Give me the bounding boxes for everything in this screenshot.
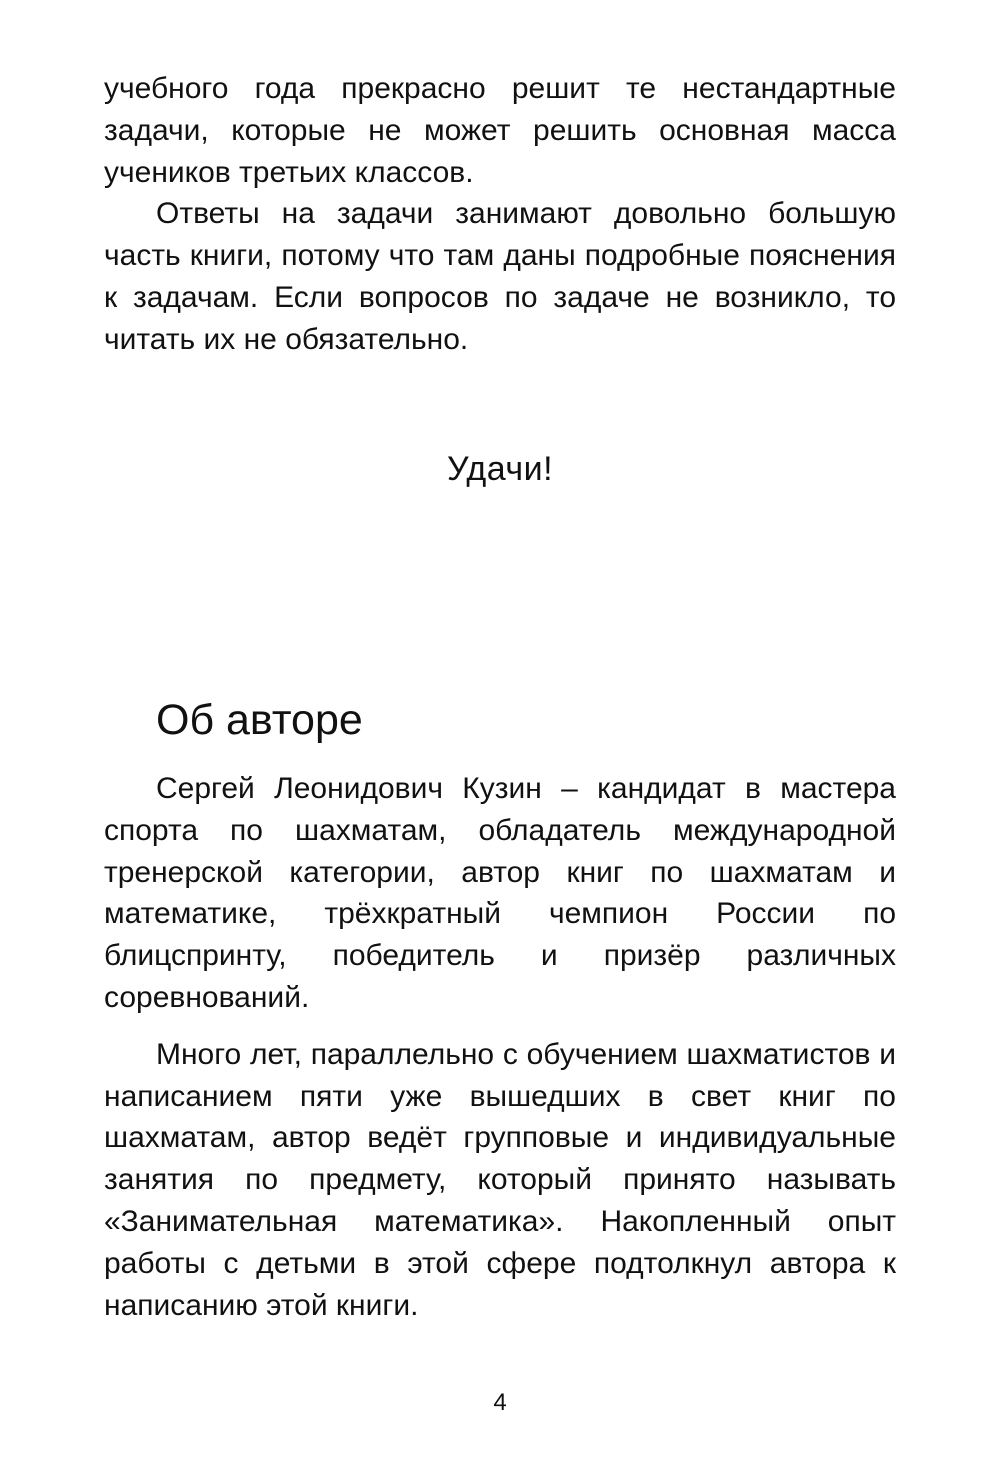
about-author-text: [104, 768, 896, 1326]
about-author-heading: Об авторе: [156, 696, 363, 744]
intro-text: [104, 68, 896, 361]
page-number: 4: [493, 1389, 507, 1416]
about-paragraph-credentials: Сергей Леонидович Кузин – кандидат в мастера спорта по шахматам, обладатель международной тренерской категории, автор книг по шахматам и математике, трёхкратный чемпион России по блицспринту, победитель и призёр различных соревнований.: [104, 772, 896, 1014]
about-paragraph-experience: Много лет, параллельно с обучением шахматистов и написанием пяти уже вышедших в свет книг по шахматам, автор ведёт групповые и индивидуальные занятия по предмету, который принято называть «Занимательная математика». Накопленный опыт работы с детьми в этой сфере подтолкнул автора к написанию этой книги.: [104, 1037, 896, 1322]
intro-paragraph-answers: Ответы на задачи занимают довольно большую часть книги, потому что там даны подробные пояснения к задачам. Если вопросов по задаче не возникло, то читать их не обязательно.: [104, 197, 896, 356]
intro-paragraph-continuation: учебного года прекрасно решит те нестандартные задачи, которые не может решить основная масса учеников третьих классов.: [104, 72, 896, 189]
good-luck-greeting: Удачи!: [446, 450, 554, 488]
